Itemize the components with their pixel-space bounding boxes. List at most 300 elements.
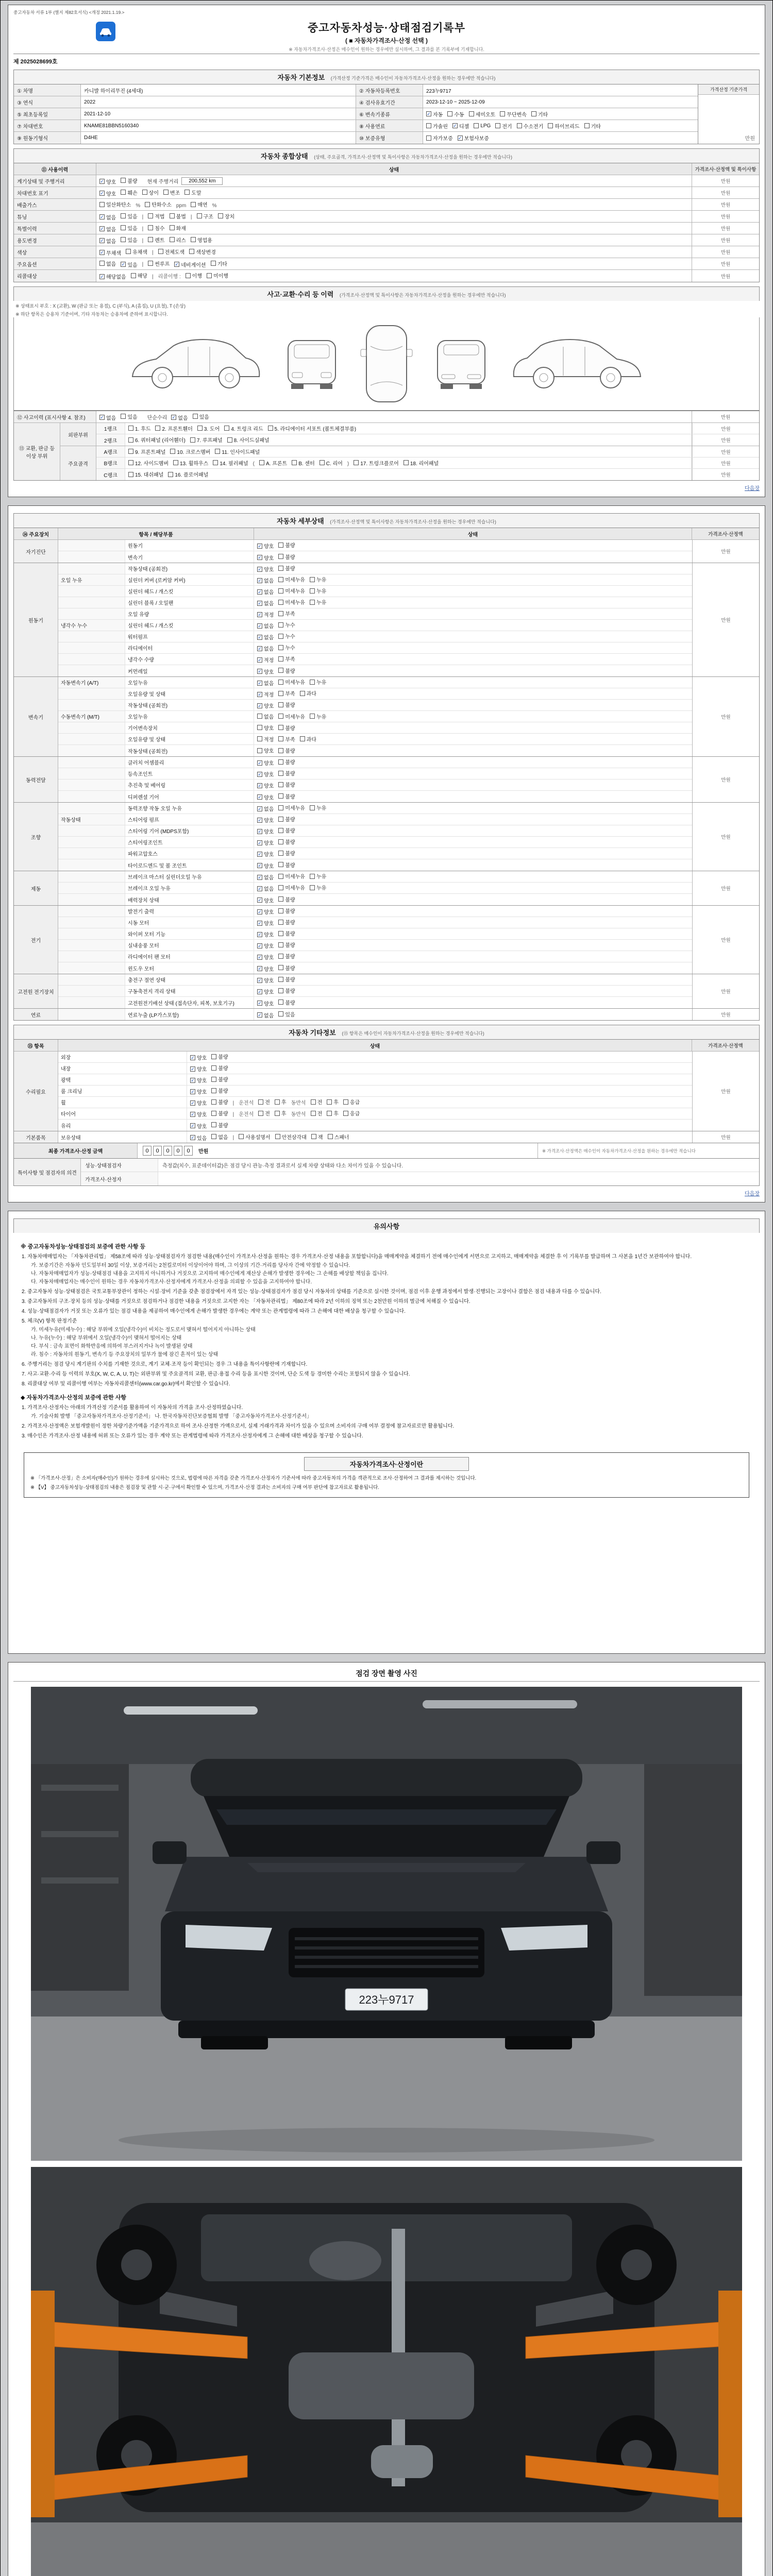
- checkbox[interactable]: [211, 1099, 216, 1105]
- checkbox[interactable]: ✓: [258, 1001, 262, 1006]
- option: [275, 1098, 287, 1106]
- row-item: 원동기: [125, 540, 254, 551]
- checkbox[interactable]: ✓: [258, 771, 262, 777]
- checkbox[interactable]: ✓: [258, 977, 262, 983]
- checkbox[interactable]: [257, 714, 262, 719]
- explain-line: ※ 【V】 중고자동차성능·상태점검의 내용은 점검장 및 관할 시·군·구에서 확인할 수 있으며, 가격조사·산정 결과는 소비자의 구매 여부 판단에 참고자료로 활용됩니다.: [30, 1484, 379, 1490]
- price-digit-box[interactable]: 0: [163, 1146, 172, 1156]
- row-options: [257, 907, 300, 916]
- checkbox[interactable]: [213, 460, 218, 465]
- checkbox[interactable]: [121, 213, 126, 218]
- checkbox[interactable]: ✓: [258, 874, 262, 880]
- checkbox[interactable]: ✓: [100, 226, 104, 231]
- checkbox[interactable]: [354, 460, 359, 465]
- checkbox[interactable]: [278, 965, 283, 970]
- row-subgroup: [58, 848, 125, 859]
- checkbox[interactable]: [278, 543, 283, 548]
- checkbox[interactable]: ✓: [258, 954, 262, 960]
- checkbox[interactable]: [278, 736, 283, 741]
- checkbox[interactable]: [121, 190, 126, 195]
- checkbox[interactable]: [126, 249, 131, 254]
- checkbox[interactable]: [215, 449, 220, 454]
- checkbox[interactable]: ✓: [258, 578, 262, 583]
- checkbox[interactable]: [224, 426, 229, 431]
- checkbox[interactable]: [343, 1099, 348, 1105]
- checkbox[interactable]: [278, 611, 283, 616]
- option-label: 없음: [106, 227, 116, 233]
- row-item: 시동 모터: [125, 917, 254, 928]
- checkbox[interactable]: [311, 1099, 316, 1105]
- checkbox[interactable]: [278, 954, 283, 959]
- checkbox[interactable]: ✓: [258, 646, 262, 651]
- notice-line: [31, 1413, 752, 1420]
- checkbox[interactable]: [300, 736, 305, 741]
- checkbox[interactable]: [257, 748, 262, 753]
- checkbox[interactable]: [275, 1134, 280, 1139]
- checkbox[interactable]: [278, 1011, 283, 1016]
- checkbox[interactable]: [310, 885, 315, 890]
- checkbox[interactable]: ✓: [458, 135, 462, 141]
- option-label: ): [347, 461, 349, 467]
- option-label: 양호: [264, 784, 274, 789]
- checkbox[interactable]: [310, 680, 315, 685]
- option-label: 수동: [454, 112, 464, 118]
- col-price: 가격조사·산정액 및 특이사항: [692, 163, 759, 175]
- checkbox[interactable]: [278, 714, 283, 719]
- checkbox[interactable]: ✓: [258, 612, 262, 617]
- checkbox[interactable]: ✓: [191, 1100, 195, 1106]
- checkbox[interactable]: [278, 805, 283, 810]
- checkbox[interactable]: ✓: [172, 415, 176, 420]
- checkbox[interactable]: [278, 748, 283, 753]
- checkbox[interactable]: [278, 828, 283, 833]
- checkbox[interactable]: [311, 1134, 316, 1139]
- row-item: 휠: [58, 1097, 187, 1108]
- checkbox[interactable]: [128, 472, 133, 477]
- row-options: [257, 541, 300, 550]
- option-label: A. 프론트: [265, 461, 288, 467]
- checkbox[interactable]: ✓: [100, 250, 104, 255]
- checkbox[interactable]: [278, 885, 283, 890]
- checkbox[interactable]: [99, 202, 105, 207]
- option-label: 미세누유: [285, 600, 305, 606]
- checkbox[interactable]: [197, 426, 203, 431]
- exchange-groups: [60, 423, 759, 480]
- checkbox[interactable]: ✓: [191, 1135, 195, 1140]
- checkbox[interactable]: [292, 460, 297, 465]
- final-price-unit: 만원: [198, 1149, 209, 1155]
- checkbox[interactable]: [278, 577, 283, 582]
- checkbox[interactable]: [168, 472, 173, 477]
- option: [257, 588, 274, 596]
- device-row: [58, 757, 692, 768]
- checkbox[interactable]: [211, 1134, 216, 1139]
- checkbox[interactable]: ✓: [258, 634, 262, 640]
- checkbox[interactable]: [500, 111, 505, 116]
- checkbox[interactable]: [186, 273, 191, 278]
- checkbox[interactable]: [531, 111, 536, 116]
- checkbox[interactable]: [211, 261, 216, 266]
- checkbox[interactable]: [278, 566, 283, 571]
- final-price-row: [13, 1143, 760, 1159]
- price-digit-box[interactable]: 0: [174, 1146, 182, 1156]
- next-page-link[interactable]: 다음장: [745, 486, 760, 492]
- checkbox[interactable]: [184, 190, 190, 195]
- checkbox[interactable]: ✓: [258, 669, 262, 674]
- option-label: 있음: [127, 414, 138, 420]
- checkbox[interactable]: ✓: [258, 691, 262, 697]
- checkbox[interactable]: [131, 273, 136, 278]
- option-label: 양호: [264, 544, 274, 550]
- option: [224, 425, 263, 432]
- option: [278, 1010, 295, 1018]
- checkbox[interactable]: [278, 782, 283, 787]
- option-label: 양호: [264, 910, 274, 916]
- checkbox[interactable]: ✓: [427, 111, 431, 116]
- checkbox[interactable]: [128, 426, 133, 431]
- option-label: 양호: [264, 852, 274, 858]
- checkbox[interactable]: [327, 1099, 332, 1105]
- checkbox[interactable]: [328, 1134, 333, 1139]
- row-subgroup: [58, 940, 125, 951]
- option-label: 운전석: [239, 1100, 254, 1106]
- checkbox[interactable]: [278, 725, 283, 730]
- checkbox[interactable]: ✓: [258, 817, 262, 823]
- checkbox[interactable]: [275, 1111, 280, 1116]
- checkbox[interactable]: [278, 908, 283, 913]
- checkbox[interactable]: ✓: [258, 703, 262, 708]
- checkbox[interactable]: [211, 1077, 216, 1082]
- option: [278, 713, 305, 720]
- checkbox[interactable]: [211, 1054, 216, 1059]
- checkbox[interactable]: ✓: [258, 828, 262, 834]
- checkbox[interactable]: [300, 691, 305, 696]
- checkbox[interactable]: ✓: [258, 657, 262, 663]
- option: [184, 189, 201, 196]
- price-cell: 만원: [692, 434, 759, 446]
- option: [300, 689, 316, 697]
- device-group: [14, 1009, 759, 1020]
- etc-group-rows: [58, 1052, 692, 1131]
- next-page-link[interactable]: 다음장: [745, 1191, 760, 1197]
- checkbox[interactable]: [310, 588, 315, 594]
- option-label: 있음: [285, 1012, 295, 1018]
- checkbox[interactable]: ✓: [258, 966, 262, 971]
- checkbox[interactable]: [278, 851, 283, 856]
- row-item: 디퍼렌셜 기어: [125, 791, 254, 802]
- option-label: 자가보증: [433, 136, 453, 142]
- option-label: 양호: [264, 669, 274, 675]
- checkbox[interactable]: [275, 1099, 280, 1105]
- checkbox[interactable]: [170, 225, 175, 230]
- checkbox[interactable]: ✓: [258, 897, 262, 903]
- checkbox[interactable]: [495, 123, 500, 128]
- device-row: [58, 734, 692, 745]
- checkbox[interactable]: [278, 668, 283, 673]
- option: [278, 884, 305, 891]
- notice-line: [31, 1278, 752, 1286]
- checkbox[interactable]: ✓: [191, 1111, 195, 1117]
- checkbox[interactable]: ✓: [258, 886, 262, 891]
- checkbox[interactable]: [278, 656, 283, 662]
- checkbox[interactable]: [310, 600, 315, 605]
- checkbox[interactable]: ✓: [258, 909, 262, 914]
- option-label: B. 센터: [298, 461, 315, 467]
- checkbox[interactable]: ✓: [175, 262, 179, 267]
- option: [257, 919, 274, 927]
- checkbox[interactable]: ✓: [258, 840, 262, 845]
- checkbox[interactable]: ✓: [258, 931, 262, 937]
- row-state: [254, 962, 692, 974]
- checkbox[interactable]: ✓: [258, 600, 262, 606]
- option-label: 양호: [197, 1101, 207, 1107]
- row-subgroup: 수동변속기 (M/T): [58, 711, 125, 722]
- checkbox[interactable]: [142, 190, 147, 195]
- checkbox[interactable]: [278, 588, 283, 594]
- checkbox[interactable]: [189, 249, 194, 254]
- option: [99, 200, 131, 208]
- checkbox[interactable]: [193, 414, 198, 419]
- checkbox[interactable]: [278, 977, 283, 982]
- document-header: [13, 18, 760, 54]
- checkbox[interactable]: [310, 577, 315, 582]
- checkbox[interactable]: ✓: [258, 680, 262, 686]
- label-first-registration: ⑤ 최초등록일: [14, 108, 81, 120]
- checkbox[interactable]: [170, 213, 175, 218]
- checkbox[interactable]: [99, 261, 105, 266]
- checkbox[interactable]: [278, 793, 283, 799]
- checkbox[interactable]: [278, 554, 283, 559]
- checkbox[interactable]: ✓: [258, 589, 262, 595]
- checkbox[interactable]: [278, 817, 283, 822]
- checkbox[interactable]: ✓: [100, 238, 104, 243]
- checkbox[interactable]: [173, 460, 178, 465]
- checkbox[interactable]: [258, 1111, 263, 1116]
- option-label: 5. 라디에이터 서포트 (볼트체결부품): [274, 426, 357, 432]
- checkbox[interactable]: [239, 1134, 244, 1139]
- checkbox[interactable]: [278, 771, 283, 776]
- checkbox[interactable]: [404, 460, 409, 465]
- checkbox[interactable]: [469, 111, 474, 116]
- checkbox[interactable]: [278, 759, 283, 765]
- checkbox[interactable]: [278, 988, 283, 993]
- checkbox[interactable]: [584, 123, 590, 128]
- option: [278, 541, 295, 549]
- checkbox[interactable]: [158, 249, 163, 254]
- option: [99, 414, 116, 421]
- checkbox[interactable]: [211, 1065, 216, 1071]
- checkbox[interactable]: ✓: [258, 943, 262, 948]
- checkbox[interactable]: [278, 622, 283, 628]
- checkbox[interactable]: ✓: [258, 555, 262, 560]
- label-vin: ⑦ 차대번호: [14, 120, 81, 131]
- checkbox[interactable]: ✓: [453, 123, 457, 128]
- checkbox[interactable]: [278, 920, 283, 925]
- checkbox[interactable]: [170, 237, 175, 242]
- checkbox[interactable]: ✓: [191, 1066, 195, 1072]
- option: [99, 273, 126, 280]
- checkbox[interactable]: [197, 213, 202, 218]
- checkbox[interactable]: [320, 460, 325, 465]
- option: [584, 122, 601, 130]
- option: [190, 1065, 207, 1073]
- checkbox[interactable]: [218, 213, 223, 218]
- checkbox[interactable]: [258, 1099, 263, 1105]
- checkbox[interactable]: [278, 680, 283, 685]
- option-label: 불량: [285, 1000, 295, 1006]
- checkbox[interactable]: ✓: [258, 760, 262, 766]
- checkbox[interactable]: [155, 426, 160, 431]
- checkbox[interactable]: [548, 123, 553, 128]
- checkbox[interactable]: [191, 237, 196, 242]
- row-item: 윈도우 모터: [125, 962, 254, 974]
- option: [531, 110, 548, 118]
- checkbox[interactable]: [278, 896, 283, 902]
- option: [257, 735, 274, 743]
- option: [278, 689, 295, 697]
- checkbox[interactable]: [163, 190, 169, 195]
- checkbox[interactable]: ✓: [191, 1055, 195, 1060]
- checkbox[interactable]: [426, 135, 431, 141]
- checkbox[interactable]: [327, 1111, 332, 1116]
- option-label: 있음: [199, 414, 209, 420]
- checkbox[interactable]: [278, 931, 283, 936]
- checkbox[interactable]: ✓: [258, 1012, 262, 1018]
- checkbox[interactable]: ✓: [258, 989, 262, 994]
- checkbox[interactable]: ✓: [258, 783, 262, 788]
- checkbox[interactable]: ✓: [100, 214, 104, 219]
- price-digit-box[interactable]: 0: [143, 1146, 152, 1156]
- checkbox[interactable]: ✓: [258, 566, 262, 572]
- option: [278, 747, 295, 754]
- option-label: 불량: [285, 851, 295, 857]
- checkbox[interactable]: ✓: [100, 191, 104, 196]
- checkbox[interactable]: [207, 273, 212, 278]
- row-state: [187, 1086, 692, 1096]
- checkbox[interactable]: [447, 111, 452, 116]
- checkbox[interactable]: [278, 942, 283, 947]
- car-diagrams: [13, 317, 760, 411]
- checkbox[interactable]: [474, 123, 479, 128]
- option-label: 없음: [264, 579, 274, 584]
- checkbox[interactable]: [211, 1122, 216, 1127]
- checkbox[interactable]: [148, 261, 153, 266]
- checkbox[interactable]: [191, 202, 196, 207]
- device-name: 변속기: [14, 677, 58, 756]
- option-label: 없음: [264, 1013, 274, 1019]
- checkbox[interactable]: [310, 874, 315, 879]
- checkbox[interactable]: [128, 437, 133, 443]
- checkbox[interactable]: [426, 123, 431, 128]
- row-options: [257, 735, 321, 743]
- checkbox[interactable]: [121, 225, 126, 230]
- option: [174, 261, 206, 268]
- checkbox[interactable]: [121, 237, 126, 242]
- checkbox[interactable]: [278, 634, 283, 639]
- checkbox[interactable]: [121, 414, 126, 419]
- checkbox[interactable]: ✓: [191, 1077, 195, 1083]
- checkbox[interactable]: ✓: [258, 794, 262, 800]
- checkbox[interactable]: [259, 460, 264, 465]
- checkbox[interactable]: [148, 225, 153, 230]
- checkbox[interactable]: [227, 437, 232, 443]
- checkbox[interactable]: [517, 123, 522, 128]
- checkbox[interactable]: ✓: [258, 851, 262, 857]
- checkbox[interactable]: [278, 691, 283, 696]
- option-label: 양호: [264, 967, 274, 973]
- row-subgroup: [58, 1009, 125, 1020]
- price-cell: 만원: [692, 234, 759, 246]
- checkbox[interactable]: [257, 736, 262, 741]
- checkbox[interactable]: [128, 460, 133, 465]
- checkbox[interactable]: [278, 839, 283, 844]
- checkbox[interactable]: [278, 999, 283, 1005]
- option-label: 불량: [285, 760, 295, 766]
- checkbox[interactable]: ✓: [258, 543, 262, 549]
- checkbox[interactable]: ✓: [191, 1089, 195, 1094]
- diagram-legend: ※ 하단 항목은 승용차 기준이며, 기타 자동차는 승용차에 준하여 표시합니다.: [15, 312, 168, 317]
- option: [278, 621, 295, 629]
- checkbox[interactable]: [268, 426, 273, 431]
- checkbox[interactable]: ✓: [258, 863, 262, 868]
- option-label: 불량: [218, 1111, 228, 1117]
- checkbox[interactable]: [278, 862, 283, 867]
- checkbox[interactable]: [278, 702, 283, 707]
- checkbox[interactable]: [148, 213, 153, 218]
- option: [328, 1133, 349, 1141]
- checkbox[interactable]: [170, 449, 175, 454]
- checkbox[interactable]: [310, 805, 315, 810]
- checkbox[interactable]: ✓: [258, 623, 262, 629]
- row-item: 타이로드엔드 및 볼 조인트: [125, 859, 254, 871]
- row-state: [254, 859, 692, 871]
- option: [121, 236, 137, 244]
- checkbox[interactable]: [148, 237, 153, 242]
- checkbox[interactable]: ✓: [100, 274, 104, 279]
- checkbox[interactable]: ✓: [258, 806, 262, 811]
- page-subtitle: ( ■ 자동차가격조사·산정 선택 ): [345, 37, 428, 44]
- checkbox[interactable]: [278, 874, 283, 879]
- checkbox[interactable]: [211, 1111, 216, 1116]
- checkbox[interactable]: ✓: [258, 920, 262, 926]
- checkbox[interactable]: [343, 1111, 348, 1116]
- checkbox[interactable]: [278, 600, 283, 605]
- option: [197, 425, 220, 432]
- checkbox[interactable]: ✓: [100, 179, 104, 184]
- option: [310, 713, 326, 720]
- checkbox[interactable]: [128, 449, 133, 454]
- extra-value: 200,552 km: [181, 177, 223, 185]
- checkbox[interactable]: ✓: [121, 262, 126, 267]
- price-digit-box[interactable]: 0: [184, 1146, 193, 1156]
- checkbox[interactable]: [190, 437, 195, 443]
- checkbox[interactable]: [121, 178, 126, 183]
- checkbox[interactable]: [310, 714, 315, 719]
- checkbox[interactable]: ✓: [191, 1123, 195, 1128]
- checkbox[interactable]: [311, 1111, 316, 1116]
- row-state: [254, 734, 692, 744]
- checkbox[interactable]: [257, 725, 262, 730]
- rank-row: [96, 469, 759, 480]
- row-state: [254, 551, 692, 563]
- checkbox[interactable]: [278, 645, 283, 650]
- price-digit-box[interactable]: 0: [153, 1146, 162, 1156]
- checkbox[interactable]: [145, 202, 150, 207]
- option: [469, 110, 496, 118]
- checkbox[interactable]: [211, 1088, 216, 1093]
- checkbox[interactable]: ✓: [100, 415, 104, 420]
- final-price-value: [138, 1143, 537, 1158]
